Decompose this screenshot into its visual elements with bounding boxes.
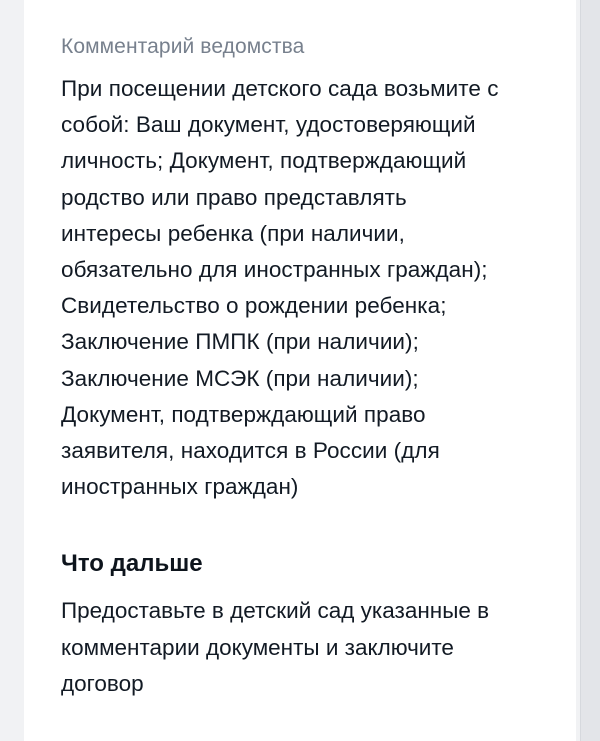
comment-line: собой: Ваш документ, удостоверяющий xyxy=(61,112,476,138)
comment-label: Комментарий ведомства xyxy=(61,35,305,58)
comment-line: иностранных граждан) xyxy=(61,474,299,500)
comment-line: обязательно для иностранных граждан); xyxy=(61,257,488,283)
comment-line: Свидетельство о рождении ребенка; xyxy=(61,293,447,319)
comment-line: Документ, подтверждающий право xyxy=(61,401,426,427)
comment-text xyxy=(61,71,548,505)
info-card xyxy=(24,0,576,741)
next-steps-line: комментарии документы и заключите xyxy=(61,634,454,660)
comment-line: личность; Документ, подтверждающий xyxy=(61,148,467,174)
comment-line: интересы ребенка (при наличии, xyxy=(61,220,405,246)
comment-line: Заключение ПМПК (при наличии); xyxy=(61,329,419,355)
comment-line: Заключение МСЭК (при наличии); xyxy=(61,365,419,391)
page-edge xyxy=(580,0,600,741)
next-steps-text xyxy=(61,593,548,702)
next-steps-line: Предоставьте в детский сад указанные в xyxy=(61,598,490,624)
comment-line: родство или право представлять xyxy=(61,184,407,210)
next-steps-heading: Что дальше xyxy=(61,550,203,578)
next-steps-line: договор xyxy=(61,670,144,696)
comment-line: заявителя, находится в России (для xyxy=(61,438,440,464)
comment-line: При посещении детского сада возьмите с xyxy=(61,76,499,101)
